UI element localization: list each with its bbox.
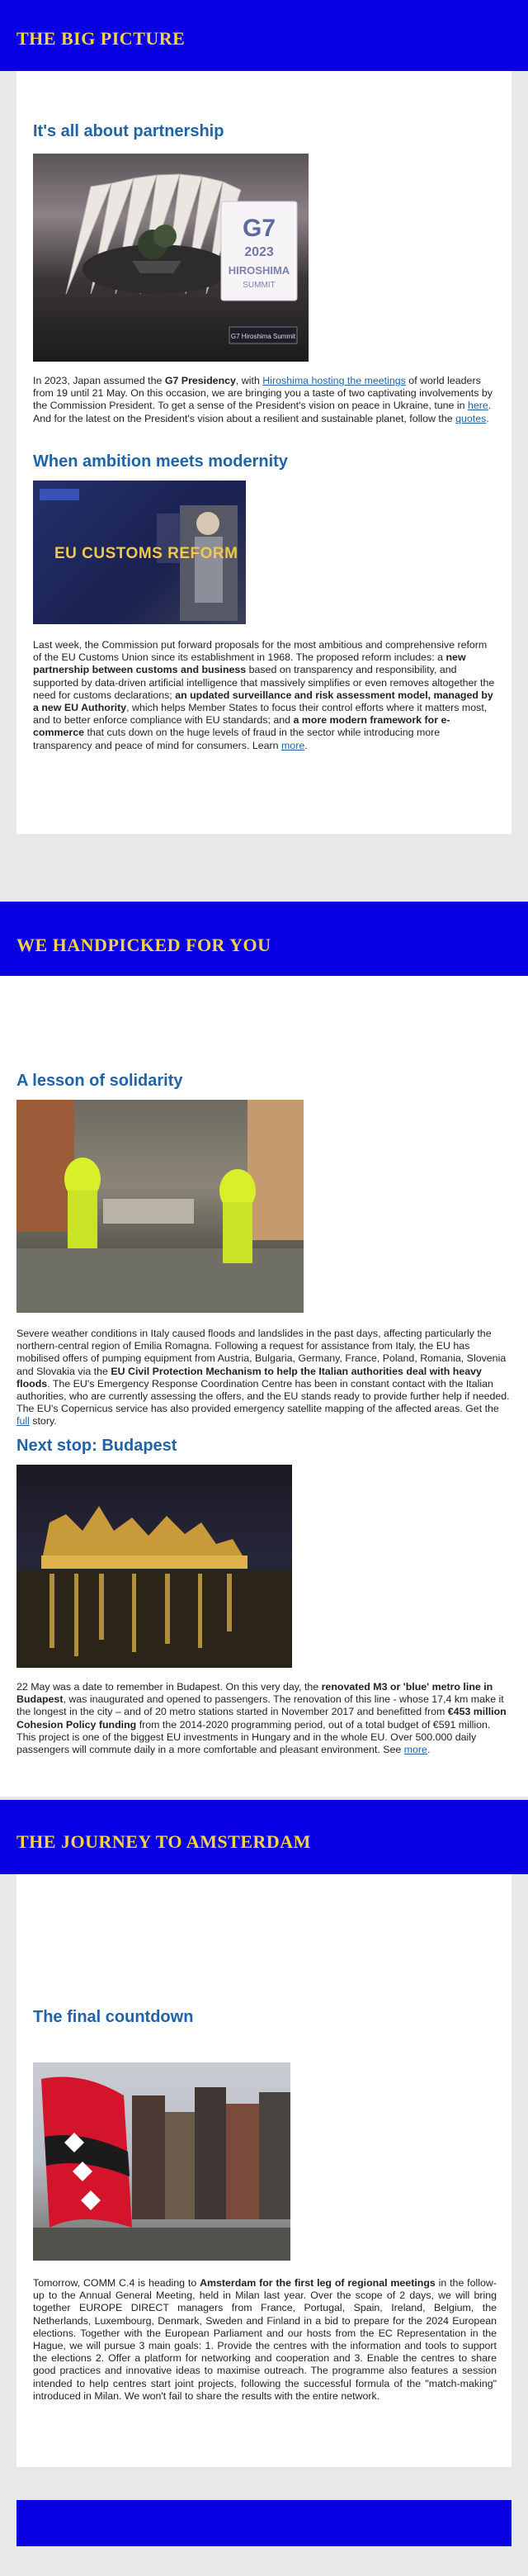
g7-summit-image: [33, 154, 309, 362]
link-quotes[interactable]: quotes: [455, 412, 487, 424]
link-budapest-more[interactable]: more: [403, 1744, 427, 1756]
g7-image-art: [33, 154, 309, 362]
article-body-solidarity: Severe weather conditions in Italy caused floods and landslides in the past days, affecting particularly the northern-central region of Emilia Romagna. Following a request for assistance from Italy, the EU has mobilised offers of pumping equipment from Austria, Bulgaria, Germany, France, Poland, Romania, Slovenia and Slovakia via the EU Civil Protection Mechanism to help the Italian authorities deal with heavy floods. The EU's Emergency Response Coordination Centre has been in constant contact with the Italian authorities, who are currently assessing the offers, and the EU stands ready to provide further help if needed. The EU's Copernicus service has also provided emergency satellite mapping of the affected areas. Get the full story.: [16, 1328, 510, 1428]
sign-g7: G7: [242, 215, 276, 242]
budapest-image-art: [16, 1465, 292, 1668]
section-banner-journey: [0, 1800, 528, 1874]
amsterdam-flag-image: [33, 2062, 290, 2261]
article-title-solidarity: A lesson of solidarity: [16, 1072, 183, 1090]
link-here[interactable]: here: [467, 400, 488, 412]
section-banner-handpicked: [0, 902, 528, 976]
section-heading: THE JOURNEY TO AMSTERDAM: [16, 1831, 311, 1852]
customs-reform-image: [33, 481, 246, 624]
article-title-partnership: It's all about partnership: [33, 122, 224, 140]
customs-banner-text: EU CUSTOMS REFORM: [54, 545, 238, 562]
article-title-budapest: Next stop: Budapest: [16, 1437, 177, 1455]
sign-plaque: G7 Hiroshima Summit: [230, 333, 296, 340]
section-heading: WE HANDPICKED FOR YOU: [16, 935, 271, 955]
floods-image-art: [16, 1100, 304, 1313]
sign-summit: SUMMIT: [243, 281, 276, 290]
budapest-night-image: [16, 1465, 292, 1668]
link-hiroshima-meetings[interactable]: Hiroshima hosting the meetings: [262, 375, 406, 386]
link-full-story[interactable]: full: [16, 1415, 30, 1428]
article-body-budapest: 22 May was a date to remember in Budapest. On this very day, the renovated M3 or 'blue' metro line in Budapest, was inaugurated and opened to passengers. The renovation of this line - whose 17,4 km make it the longest in the city – and of 20 metro stations started in November 2017 and benefitted from €453 million Cohesion Policy funding from the 2014-2020 programming period, out of a total budget of €591 million. This project is one of the biggest EU investments in Hungary and in the whole EU. Over 500.000 daily passengers will commute daily in a more comfortable and pleasant environment. See more.: [16, 1681, 507, 1756]
article-body-partnership: In 2023, Japan assumed the G7 Presidency, with Hiroshima hosting the meetings of world leaders from 19 until 21 May. On this occasion, we are bringing you a taste of two captivating involvements by the Commission President. To get a sense of the President's vision on peace in Ukraine, tune in here. And for the latest on the President's vision about a resilient and sustainable planet, follow the quotes.: [33, 375, 493, 424]
sign-year: 2023: [244, 245, 274, 259]
amsterdam-image-art: [33, 2062, 290, 2261]
footer-band: [16, 2500, 512, 2546]
article-title-customs: When ambition meets modernity: [33, 452, 288, 471]
article-title-countdown: The final countdown: [33, 2008, 194, 2026]
link-customs-more[interactable]: more: [280, 739, 305, 751]
section-heading: THE BIG PICTURE: [16, 28, 186, 49]
sign-hiroshima: HIROSHIMA: [228, 264, 290, 277]
article-body-customs: Last week, the Commission put forward proposals for the most ambitious and comprehensive reform of the EU Customs Union since its establishment in 1968. The proposed reform includes: a new partnership between customs and business based on transparency and responsibility, and supported by data-driven artificial intelligence that massively simplifies or even removes altogether the need for customs declarations; an updated surveillance and risk assessment model, managed by a new EU Authority, which helps Member States to focus their control efforts where it matters most, and to better enforce compliance with EU standards; and a more modern framework for e-commerce that cuts down on the huge levels of fraud in the sector while introducing more transparency and peace of mind for consumers. Learn more.: [33, 639, 495, 751]
italy-floods-image: [16, 1100, 304, 1313]
article-body-countdown: Tomorrow, COMM C.4 is heading to Amsterdam for the first leg of regional meetings in the follow-up to the Annual General Meeting, held in Milan last year. Over the scope of 2 days, we will bring together EUROPE DIRECT managers from France, Portugal, Spain, Ireland, Belgium, the Netherlands, Luxembourg, Denmark, Sweden and Finland in a bid to prepare for the 2024 European elections. Together with the European Parliament and our hosts from the EC Representation in the Hague, we will pursue 3 main goals: 1. Provide the centres with the information and tools to support the elections 2. Offer a platform for networking and cooperation and 3. Enable the centres to share good practices and innovative ideas to maximise outreach. The programme also features a session intended to help centres start joint projects, following the successful formula of the "match-making" introduced in Milan. We won't fail to share the results with the entire network.: [33, 2277, 497, 2402]
section-banner-big-picture: [0, 0, 528, 71]
